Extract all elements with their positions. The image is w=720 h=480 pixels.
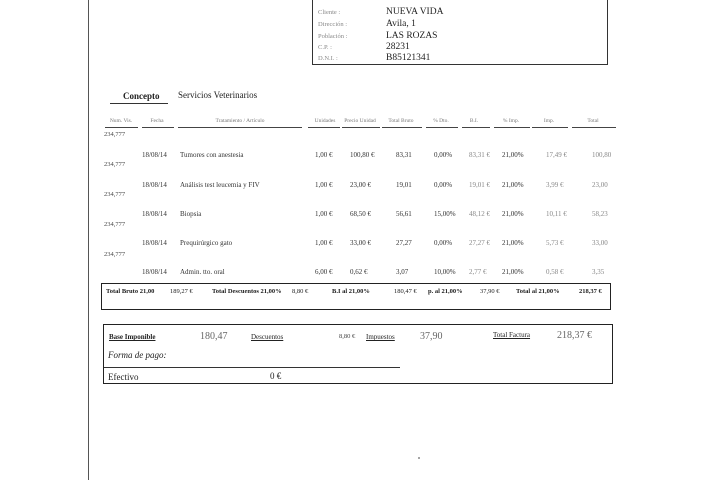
cell-unidades: 6,00 € <box>315 268 333 276</box>
total-factura-value: 218,37 € <box>557 330 592 341</box>
total-descuentos-label: Total Descuentos 21,00% <box>212 288 282 295</box>
efectivo-value: 0 € <box>270 371 282 381</box>
cell-imp: 3,99 € <box>546 181 564 189</box>
client-field-label: C.P. : <box>318 44 332 51</box>
cell-fecha: 18/08/14 <box>142 268 167 276</box>
client-field-value: B85121341 <box>386 53 431 63</box>
client-field-value: NUEVA VIDA <box>386 7 444 17</box>
header-fecha: Fecha <box>150 118 164 124</box>
cell-imp: 5,73 € <box>546 239 564 247</box>
cell-total: 23,00 <box>592 181 608 189</box>
cell-bi: 19,01 € <box>469 181 490 189</box>
cell-dto: 15,00% <box>434 210 456 218</box>
total-bi-value: 180,47 € <box>394 288 417 295</box>
cell-unidades: 1,00 € <box>315 239 333 247</box>
cell-total-bruto: 27,27 <box>396 239 412 247</box>
header-total: Total <box>587 118 599 124</box>
cell-total: 33,00 <box>592 239 608 247</box>
client-row <box>318 31 598 42</box>
cell-tratamiento: Admin. tto. oral <box>180 268 225 276</box>
cell-num-vis: 234,777 <box>104 191 126 198</box>
header-bi: B.I. <box>469 118 479 124</box>
cell-imp-pct: 21,00% <box>502 210 524 218</box>
header-imp: Imp. <box>543 118 555 124</box>
cell-num-vis: 234,777 <box>104 221 126 228</box>
summary-box <box>103 324 613 384</box>
cell-precio-unidad: 23,00 € <box>350 181 371 189</box>
header-unidades: Unidades <box>314 118 336 124</box>
cell-total: 3,35 <box>592 268 605 276</box>
total-bruto-value: 189,27 € <box>170 288 193 295</box>
cell-total: 58,23 <box>592 210 608 218</box>
total-imp-label: p. al 21,00% <box>428 288 463 295</box>
total-final-value: 218,37 € <box>579 288 602 295</box>
cell-fecha: 18/08/14 <box>142 151 167 159</box>
total-bruto-label: Total Bruto 21,00 <box>106 288 155 295</box>
concept-label: Concepto <box>123 91 160 101</box>
cell-dto: 0,00% <box>434 181 453 189</box>
concept-value: Servicios Veterinarios <box>178 90 258 100</box>
total-imp-value: 37,90 € <box>480 288 500 295</box>
concept-underline <box>110 103 168 104</box>
header-rule <box>494 127 530 128</box>
base-imponible-label: Base Imponible <box>109 333 156 341</box>
forma-de-pago-label: Forma de pago: <box>108 350 167 360</box>
header-rule <box>342 127 380 128</box>
cell-num-vis: 234,777 <box>104 131 126 138</box>
cell-total-bruto: 56,61 <box>396 210 412 218</box>
header-dto: % Dto. <box>433 118 449 124</box>
client-field-value: 28231 <box>386 42 410 52</box>
cell-total-bruto: 83,31 <box>396 151 412 159</box>
cell-bi: 83,31 € <box>469 151 490 159</box>
header-tratamiento: Tratamiento / Artículo <box>215 118 265 124</box>
cell-imp-pct: 21,00% <box>502 181 524 189</box>
header-rule <box>382 127 422 128</box>
cell-unidades: 1,00 € <box>315 210 333 218</box>
header-num-vis: Num. Vis. <box>109 118 133 124</box>
header-rule <box>532 127 568 128</box>
cell-dto: 0,00% <box>434 151 453 159</box>
cell-precio-unidad: 0,62 € <box>350 268 368 276</box>
impuestos-label: Impuestos <box>366 333 395 341</box>
cell-num-vis: 234,777 <box>104 251 126 258</box>
cell-imp-pct: 21,00% <box>502 268 524 276</box>
cell-total: 100,80 <box>592 151 612 159</box>
header-precio-unidad: Precio Unidad <box>344 118 376 124</box>
header-imp-pct: % Imp. <box>502 118 520 124</box>
cell-dto: 10,00% <box>434 268 456 276</box>
cell-bi: 2,77 € <box>469 268 487 276</box>
cell-bi: 27,27 € <box>469 239 490 247</box>
cell-unidades: 1,00 € <box>315 181 333 189</box>
cell-fecha: 18/08/14 <box>142 239 167 247</box>
client-row <box>318 7 598 18</box>
header-rule <box>462 127 490 128</box>
descuentos-value: 8,80 € <box>339 333 356 340</box>
cell-num-vis: 234,777 <box>104 161 126 168</box>
header-rule <box>105 127 138 128</box>
client-field-label: Dirección : <box>318 21 348 28</box>
cell-tratamiento: Prequirúrgico gato <box>180 239 233 247</box>
client-field-value: LAS ROZAS <box>386 31 438 41</box>
cell-fecha: 18/08/14 <box>142 181 167 189</box>
cell-tratamiento: Análisis test leucemia y FIV <box>180 181 260 189</box>
client-field-value: Avila, 1 <box>386 19 416 29</box>
total-bi-label: B.I al 21,00% <box>332 288 370 295</box>
total-final-label: Total al 21,00% <box>516 288 560 295</box>
cell-imp-pct: 21,00% <box>502 151 524 159</box>
cell-imp: 10,11 € <box>546 210 567 218</box>
header-rule <box>178 127 302 128</box>
client-field-label: Población : <box>318 33 348 40</box>
cell-total-bruto: 19,01 <box>396 181 412 189</box>
header-rule <box>308 127 340 128</box>
cell-total-bruto: 3,07 <box>396 268 409 276</box>
cell-unidades: 1,00 € <box>315 151 333 159</box>
scan-speck <box>418 457 420 459</box>
client-field-label: D.N.I. : <box>318 55 338 62</box>
client-row <box>318 19 598 30</box>
cell-imp-pct: 21,00% <box>502 239 524 247</box>
header-rule <box>142 127 174 128</box>
cell-precio-unidad: 68,50 € <box>350 210 371 218</box>
cell-precio-unidad: 100,80 € <box>350 151 375 159</box>
cell-dto: 0,00% <box>434 239 453 247</box>
efectivo-label: Efectivo <box>108 372 139 382</box>
cell-fecha: 18/08/14 <box>142 210 167 218</box>
header-rule <box>572 127 616 128</box>
header-rule <box>426 127 458 128</box>
descuentos-label: Descuentos <box>251 333 284 341</box>
page-edge <box>88 0 89 480</box>
forma-de-pago-rule <box>104 367 400 368</box>
total-factura-label: Total Factura <box>493 331 531 339</box>
cell-imp: 17,49 € <box>546 151 567 159</box>
header-total-bruto: Total Bruto <box>388 118 414 124</box>
total-descuentos-value: 8,80 € <box>292 288 309 295</box>
base-imponible-value: 180,47 <box>200 331 228 342</box>
cell-precio-unidad: 33,00 € <box>350 239 371 247</box>
cell-tratamiento: Biopsia <box>180 210 202 218</box>
client-row <box>318 53 598 64</box>
client-row <box>318 42 598 53</box>
cell-tratamiento: Tumores con anestesia <box>180 151 244 159</box>
cell-bi: 48,12 € <box>469 210 490 218</box>
cell-imp: 0,58 € <box>546 268 564 276</box>
client-field-label: Cliente : <box>318 9 341 16</box>
impuestos-value: 37,90 <box>420 331 443 342</box>
